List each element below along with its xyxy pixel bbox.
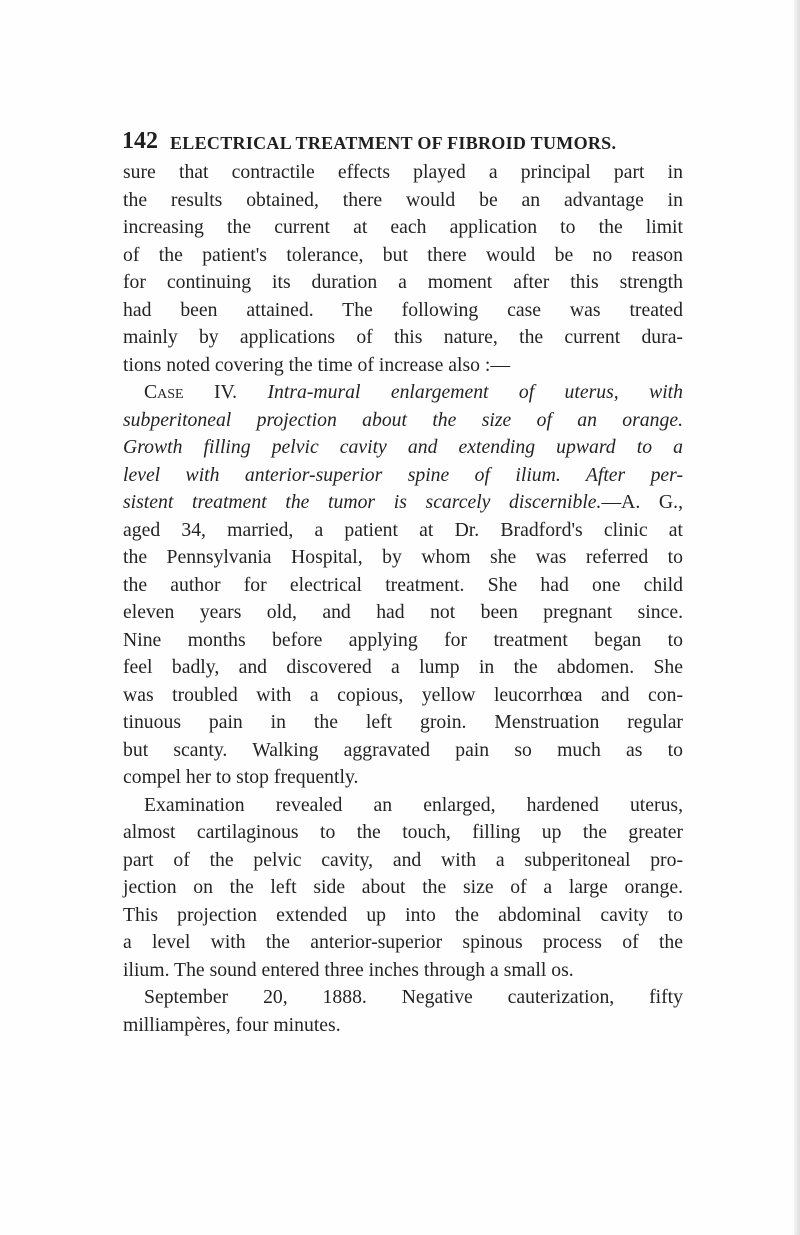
text-line: of the patient's tolerance, but there would be no reason [123,243,683,266]
text-line: had been attained. The following case was treated [123,298,683,321]
page-edge [794,0,800,1235]
text-line: Examination revealed an enlarged, hardened uterus, [144,793,683,816]
case-title-line: level with anterior-superior spine of ilium. After per- [123,463,683,486]
case-title-line [123,489,683,517]
text-line: Nine months before applying for treatment began to [123,628,683,651]
page-number: 142 [122,128,158,154]
case-heading-line [123,379,683,407]
text-line: the author for electrical treatment. She had one child [123,573,683,596]
text-line: mainly by applications of this nature, the current dura- [123,326,683,348]
text-line: ilium. The sound entered three inches through a small os. [123,958,574,981]
text-line: milliampères, four minutes. [123,1013,341,1036]
text-line: This projection extended up into the abdominal cavity to [123,903,683,926]
text-line: was troubled with a copious, yellow leucorrhœa and con- [123,683,683,706]
page-header [122,127,722,157]
text-line: for continuing its duration a moment after this strength [123,271,683,293]
case-label: Case IV. [144,381,238,403]
text-line: feel badly, and discovered a lump in the abdomen. She [123,656,683,678]
running-title: ELECTRICAL TREATMENT OF FIBROID TUMORS. [170,133,617,153]
text-line: part of the pelvic cavity, and with a subperitoneal pro- [123,848,683,871]
text-line: jection on the left side about the size of a large orange. [123,876,683,898]
text-line: September 20, 1888. Negative cauterization, fifty [144,986,683,1008]
case-patient-initials: —A. G., [601,491,683,513]
body-text [123,159,683,1039]
text-line: eleven years old, and had not been pregnant since. [123,601,683,623]
text-line: tinuous pain in the left groin. Menstruation regular [123,711,683,733]
text-line: increasing the current at each application to the limit [123,216,683,238]
text-line: aged 34, married, a patient at Dr. Bradford's clinic at [123,518,683,541]
text-line: the results obtained, there would be an advantage in [123,188,683,211]
text-line: but scanty. Walking aggravated pain so much as to [123,738,683,761]
case-title-part: Intra-mural enlargement of uterus, with [267,381,683,403]
text-line: a level with the anterior-superior spinous process of the [123,931,683,953]
text-line: sure that contractile effects played a principal part in [123,161,683,183]
case-title-part: sistent treatment the tumor is scarcely discernible. [123,491,602,513]
text-line: tions noted covering the time of increase also :— [123,353,511,376]
text-line: the Pennsylvania Hospital, by whom she was referred to [123,546,683,568]
text-line: compel her to stop frequently. [123,766,359,788]
case-title-line: Growth filling pelvic cavity and extending upward to a [123,436,683,458]
case-title-line: subperitoneal projection about the size of an orange. [123,408,683,431]
text-line: almost cartilaginous to the touch, filling up the greater [123,821,683,843]
